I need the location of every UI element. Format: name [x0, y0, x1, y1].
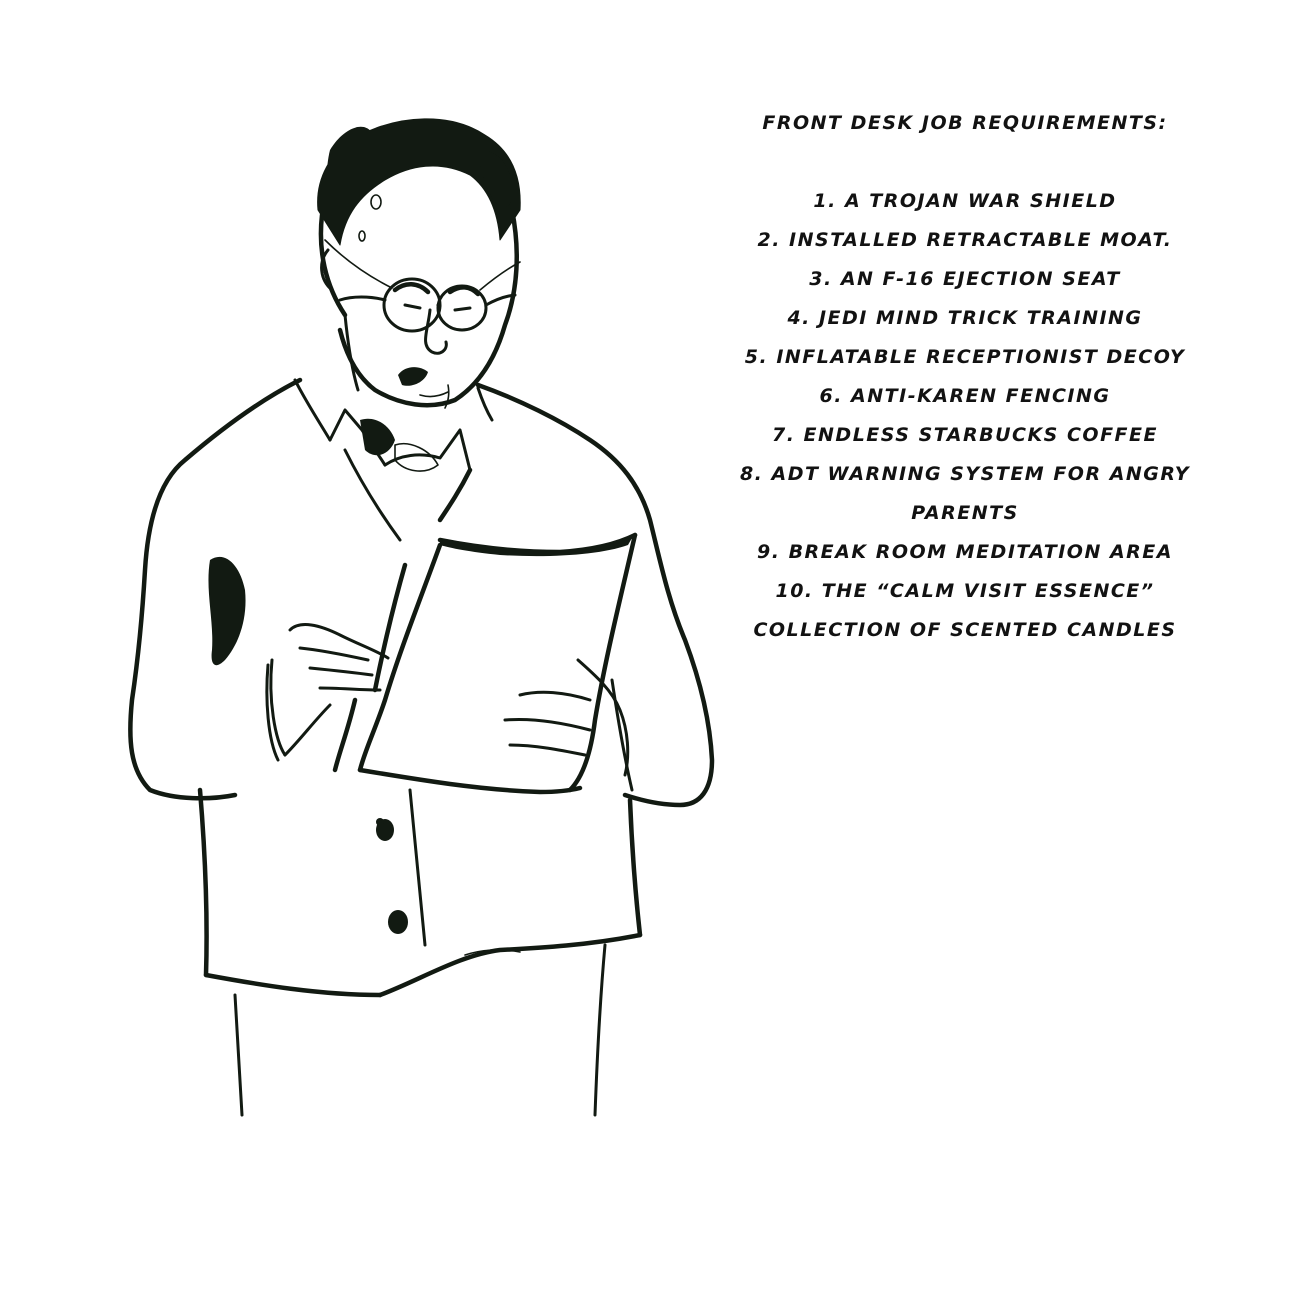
requirements-list — [700, 182, 1230, 650]
list-item: 5. INFLATABLE RECEPTIONIST DECOY — [744, 346, 1186, 368]
requirements-caption — [700, 104, 1230, 650]
list-item: 2. INSTALLED RETRACTABLE MOAT. — [757, 229, 1173, 251]
caption-title: FRONT DESK JOB REQUIREMENTS: — [762, 112, 1168, 134]
list-item: 9. BREAK ROOM MEDITATION AREA — [757, 541, 1173, 563]
list-item: 10. THE “CALM VISIT ESSENCE” COLLECTION OF SCENTED CANDLES — [753, 580, 1177, 641]
list-item: 3. AN F-16 EJECTION SEAT — [809, 268, 1121, 290]
list-item: 8. ADT WARNING SYSTEM FOR ANGRY PARENTS — [739, 463, 1191, 524]
list-item: 7. ENDLESS STARBUCKS COFFEE — [772, 424, 1158, 446]
list-item: 4. JEDI MIND TRICK TRAINING — [787, 307, 1143, 329]
list-item: 1. A TROJAN WAR SHIELD — [813, 190, 1117, 212]
list-item: 6. ANTI-KAREN FENCING — [819, 385, 1111, 407]
